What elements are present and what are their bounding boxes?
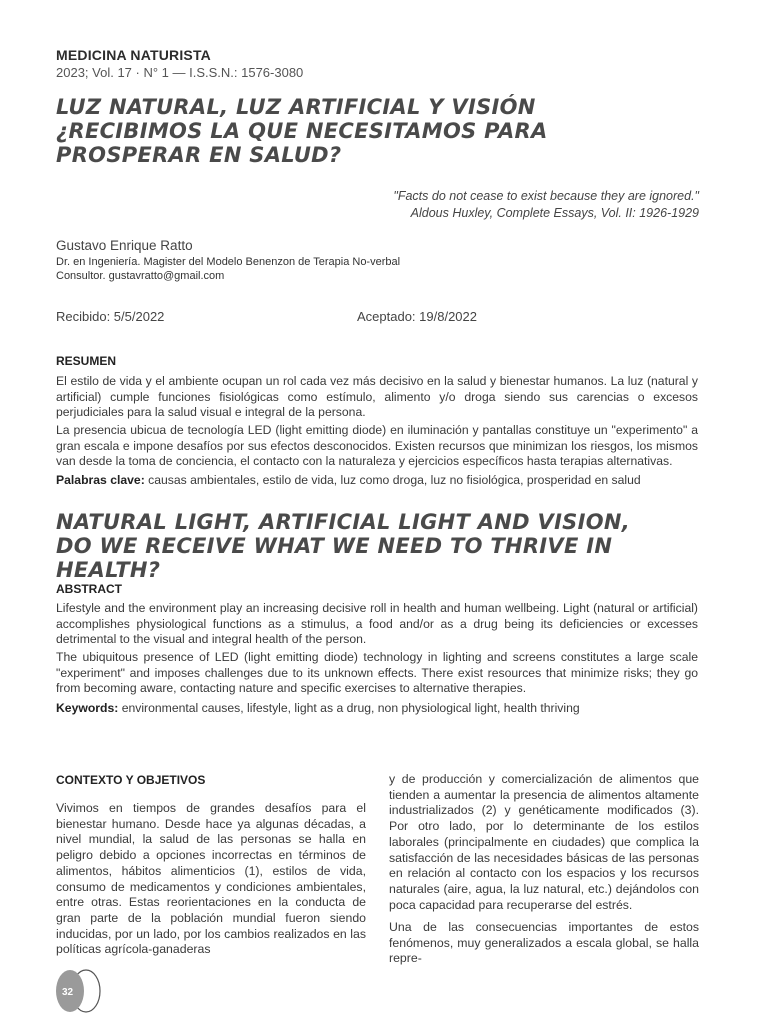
author-contact: Consultor. gustavratto@gmail.com xyxy=(56,270,225,282)
resumen-paragraph-2: La presencia ubicua de tecnología LED (light emitting diode) en iluminación y pantallas constituye un "experimento" a gran escala e impone desafíos por sus efectos desconocidos. Existen recursos que minimizan los riesgos, los mismos van desde la toma de conciencia, el contacto con la naturaleza y ejercicios específicos hasta terapias alternativas. xyxy=(56,423,698,468)
journal-name: MEDICINA NATURISTA xyxy=(56,47,211,63)
page-badge-graphic xyxy=(56,968,106,1014)
author-name: Gustavo Enrique Ratto xyxy=(56,238,193,253)
title-english-line: NATURAL LIGHT, ARTIFICIAL LIGHT AND VISION, xyxy=(56,510,631,534)
page-number-badge xyxy=(56,968,100,1012)
abstract-paragraph-1: Lifestyle and the environment play an increasing decisive roll in health and human wellbeing. Light (natural or artificial) accomplishes physiological functions as a stimulus, a food and/or as a drug being its deficiencies or excesses detrimental to the visual and integral health of the person. xyxy=(56,601,698,646)
abstract-heading: ABSTRACT xyxy=(56,582,122,596)
author-credentials: Dr. en Ingeniería. Magister del Modelo Benenzon de Terapia No-verbal xyxy=(56,256,401,268)
epigraph-source: Aldous Huxley, Complete Essays, Vol. II: 1926-1929 xyxy=(410,206,699,220)
body-right-paragraph-2: Una de las consecuencias importantes de estos fenómenos, muy generalizados a escala global, se halla repre- xyxy=(389,920,699,966)
title-english-line: DO WE RECEIVE WHAT WE NEED TO THRIVE IN HEALTH? xyxy=(56,534,613,582)
title-english xyxy=(56,510,716,582)
title-spanish-line: ¿RECIBIMOS LA QUE NECESITAMOS PARA xyxy=(56,119,548,143)
epigraph-quote: "Facts do not cease to exist because they are ignored." xyxy=(393,189,699,203)
section-heading-contexto: CONTEXTO Y OBJETIVOS xyxy=(56,773,206,787)
received-date: Recibido: 5/5/2022 xyxy=(56,309,165,324)
resumen-keywords xyxy=(56,473,698,487)
body-left-paragraph: Vivimos en tiempos de grandes desafíos para el bienestar humano. Desde hace ya algunas décadas, a nivel mundial, la salud de las personas se halla en peligro debido a opciones incorrectas en términos de alimentos, hábitos alimenticios (1), estilos de vida, consumo de medicamentos y condiciones ambientales, entre otras. Estas reorientaciones en la conducta de gran parte de la población mundial fueron siendo inducidas, por un lado, por los cambios realizados en las políticas agrícola-ganaderas xyxy=(56,801,366,957)
keywords-label: Palabras clave: xyxy=(56,473,145,487)
issue-info: 2023; Vol. 17 · N° 1 — I.S.S.N.: 1576-3080 xyxy=(56,65,304,80)
epigraph xyxy=(393,188,699,222)
title-spanish-line: PROSPERAR EN SALUD? xyxy=(56,143,342,167)
keywords-label: Keywords: xyxy=(56,701,119,715)
keywords-list: environmental causes, lifestyle, light as a drug, non physiological light, health thriving xyxy=(118,701,580,715)
abstract-keywords xyxy=(56,701,698,715)
body-right-paragraph-1: y de producción y comercialización de alimentos que tienden a aumentar la presencia de alimentos altamente industrializados (2) y genéticamente modificados (3). Por otro lado, por lo determinante de los estilos laborales (principalmente en ciudades) que complica la satisfacción de las necesidades básicas de las personas en relación al contacto con los espacios y los recursos naturales (aire, agua, la luz natural, etc.) dejándolos con poca capacidad para recuperarse del estrés. xyxy=(389,772,699,912)
title-spanish-line: LUZ NATURAL, LUZ ARTIFICIAL Y VISIÓN xyxy=(56,95,536,119)
keywords-list: causas ambientales, estilo de vida, luz como droga, luz no fisiológica, prosperidad en salud xyxy=(144,473,641,487)
resumen-heading: RESUMEN xyxy=(56,354,117,368)
resumen-paragraph-1: El estilo de vida y el ambiente ocupan un rol cada vez más decisivo en la salud y bienestar humanos. La luz (natural y artificial) cumple funciones fisiológicas como estímulo, alimento y/o droga siendo sus carencias o excesos perjudiciales para la salud visual e integral de la persona. xyxy=(56,374,698,419)
title-spanish xyxy=(56,95,716,167)
page-number: 32 xyxy=(62,987,74,998)
abstract-paragraph-2: The ubiquitous presence of LED (light emitting diode) technology in lighting and screens constitutes a large scale "experiment" and imposes challenges due to its unknown effects. There exist resources that minimize risks; they go from becoming aware, contacting nature and specific exercises to alternative therapies. xyxy=(56,650,698,695)
accepted-date: Aceptado: 19/8/2022 xyxy=(357,309,477,324)
